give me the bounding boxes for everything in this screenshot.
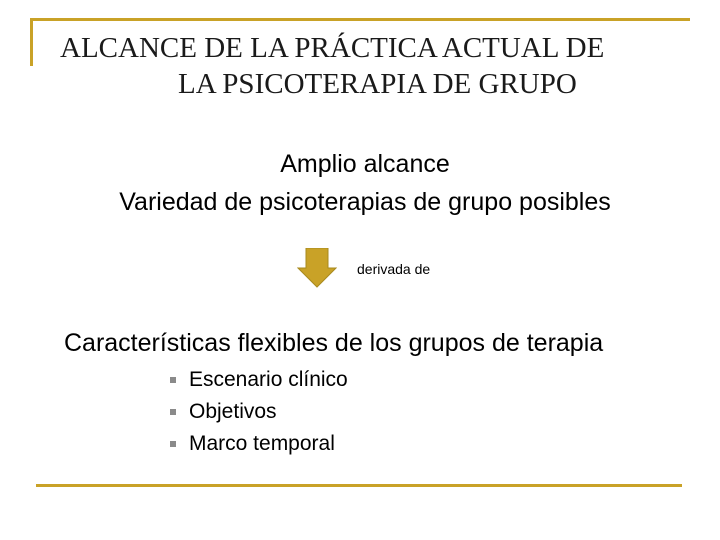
down-arrow-icon — [297, 248, 337, 288]
title-top-rule — [30, 18, 690, 21]
square-bullet-icon — [170, 377, 176, 383]
slide-title — [60, 30, 700, 102]
list-item-label: Marco temporal — [189, 432, 335, 455]
list-item — [170, 396, 348, 428]
features-list — [170, 364, 348, 460]
features-heading: Características flexibles de los grupos de terapia — [64, 329, 604, 357]
arrow-label: derivada de — [357, 261, 431, 277]
scope-statement — [0, 145, 720, 221]
slide-title-line-2: LA PSICOTERAPIA DE GRUPO — [178, 68, 577, 100]
list-item-label: Escenario clínico — [189, 368, 348, 391]
list-item — [170, 364, 348, 396]
square-bullet-icon — [170, 441, 176, 447]
square-bullet-icon — [170, 409, 176, 415]
scope-line-2: Variedad de psicoterapias de grupo posibles — [119, 188, 611, 216]
title-left-rule — [30, 18, 33, 66]
slide-title-line-1: ALCANCE DE LA PRÁCTICA ACTUAL DE — [60, 32, 605, 64]
list-item — [170, 428, 348, 460]
bottom-rule — [36, 484, 682, 487]
scope-line-1: Amplio alcance — [280, 150, 450, 178]
list-item-label: Objetivos — [189, 400, 277, 423]
